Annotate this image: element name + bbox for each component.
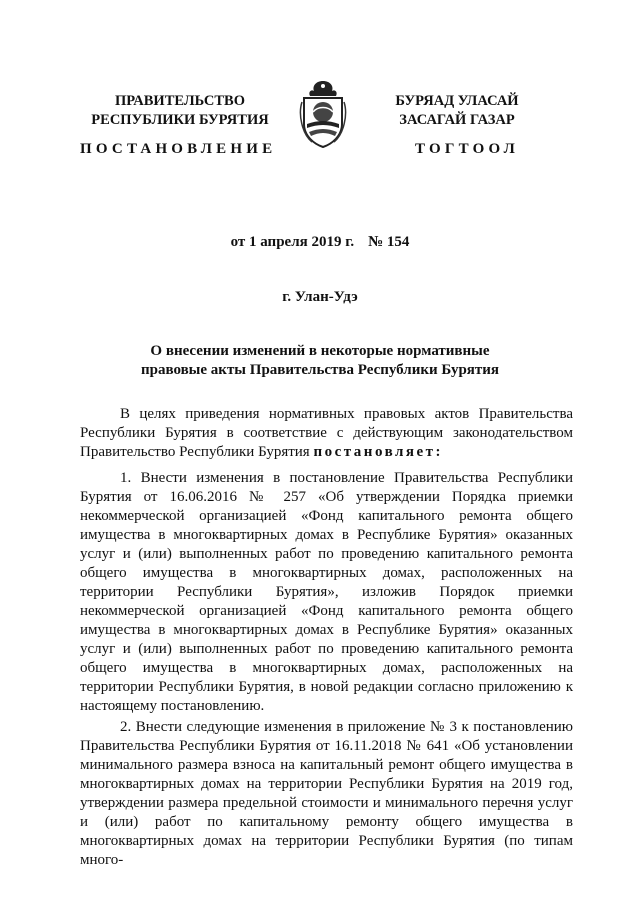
coat-of-arms-icon: [298, 78, 348, 150]
header-right-line2: ЗАСАГАЙ ГАЗАР: [399, 112, 515, 128]
header-right-line1: БУРЯАД УЛАСАЙ: [395, 93, 519, 109]
header-left: [80, 92, 280, 130]
city: г. Улан-Удэ: [282, 289, 358, 305]
document-number: № 154: [368, 234, 410, 250]
date-line: [0, 234, 640, 251]
header-right: [372, 92, 542, 130]
doc-type-russian: ПОСТАНОВЛЕНИЕ: [80, 141, 277, 157]
doc-type-buryat: ТОГТООЛ: [415, 141, 519, 157]
item-2-paragraph: 2. Внести следующие изменения в приложение № 3 к постановлению Правительства Республики Бурятия от 16.11.2018 № 641 «Об установлении минимального размера взноса на капитальный ремонт общего имущества в многоквартирных домах на территории Республики Бурятия на 2019 год, утверждении размера предельной стоимости и минимального перечня услуг и (или) работ по капитальному ремонту общего имущества в многоквартирных домах на территории Республики Бурятия (по типам много-: [80, 719, 573, 868]
intro-text: В целях приведения нормативных правовых актов Правительства Республики Бурятия в соответствие с действующим законодательством Правительство Республики Бурятия: [80, 406, 573, 460]
decree-word: постановляет:: [313, 444, 444, 460]
title-line2: правовые акты Правительства Республики Бурятия: [140, 362, 500, 378]
document-title: [0, 342, 640, 380]
intro-paragraph: [80, 405, 573, 462]
header-left-line1: ПРАВИТЕЛЬСТВО: [115, 93, 245, 109]
item-1-paragraph: 1. Внести изменения в постановление Правительства Республики Бурятия от 16.06.2016 № 257 «Об утверждении Порядка приемки некоммерческой организацией «Фонд капитального ремонта общего имущества в многоквартирных домах в Республике Бурятия» оказанных услуг и (или) выполненных работ по проведению капитального ремонта общего имущества в многоквартирных домах, расположенных на территории Республики Бурятия», изложив Порядок приемки некоммерческой организацией «Фонд капитального ремонта общего имущества в многоквартирных домах в Республике Бурятия» оказанных услуг и (или) выполненных работ по проведению капитального ремонта общего имущества в многоквартирных домах, расположенных на территории Республики Бурятия, в новой редакции согласно приложению к настоящему постановлению.: [80, 470, 573, 714]
header-left-line2: РЕСПУБЛИКИ БУРЯТИЯ: [91, 112, 269, 128]
title-line1: О внесении изменений в некоторые нормативные: [150, 343, 490, 359]
document-date: от 1 апреля 2019 г.: [230, 234, 355, 250]
